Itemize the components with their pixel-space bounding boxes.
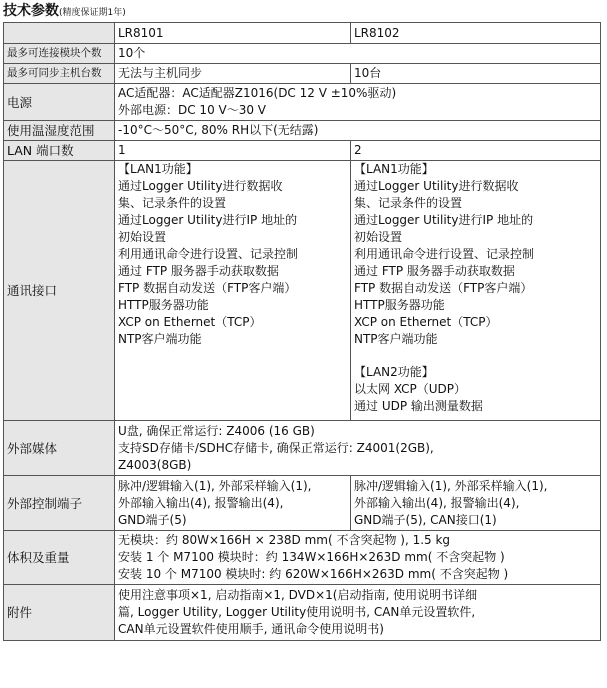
comm-line: 利用通讯命令进行设置、记录控制 bbox=[118, 247, 299, 261]
table-row bbox=[4, 84, 601, 121]
control-line: 外部输入输出(4), 报警输出(4), bbox=[118, 495, 284, 510]
row-value bbox=[115, 84, 601, 121]
section-title bbox=[3, 0, 603, 22]
comm-line: 集、记录条件的设置 bbox=[354, 196, 463, 210]
comm-lr8102 bbox=[351, 161, 601, 421]
power-line: 外部电源：DC 10 V～30 V bbox=[118, 103, 267, 117]
row-label: 外部媒体 bbox=[4, 421, 115, 476]
comm-line: 初始设置 bbox=[354, 230, 403, 244]
row-label: 电源 bbox=[4, 84, 115, 121]
row-label: 外部控制端子 bbox=[4, 476, 115, 531]
table-row bbox=[4, 161, 601, 421]
comm-line: 通过 UDP 输出测量数据 bbox=[354, 399, 483, 413]
comm-line: XCP on Ethernet（TCP） bbox=[354, 315, 498, 329]
row-label: LAN 端口数 bbox=[4, 141, 115, 161]
spec-sheet bbox=[3, 0, 603, 641]
comm-spacer bbox=[354, 348, 600, 364]
media-line: U盘, 确保正常运行: Z4006 (16 GB) bbox=[118, 423, 315, 438]
size-line: 安装 10 个 M7100 模块时: 约 620W×166H×263D mm( 不含突起物 ) bbox=[118, 567, 509, 581]
media-line: 支持SD存储卡/SDHC存储卡, 确保正常运行: Z4001(2GB), bbox=[118, 440, 434, 455]
row-value bbox=[115, 585, 601, 641]
power-line: AC适配器：AC适配器Z1016(DC 12 V ±10%驱动) bbox=[118, 86, 397, 100]
accessory-line: CAN单元设置软件使用顺手, 通讯命令使用说明书) bbox=[118, 622, 384, 636]
comm-line: NTP客户端功能 bbox=[354, 332, 438, 346]
comm-line: 通过Logger Utility进行数据收 bbox=[354, 179, 519, 193]
media-line: Z4003(8GB) bbox=[118, 457, 192, 472]
control-line: GND端子(5) bbox=[118, 512, 187, 527]
accessory-line: 篇, Logger Utility, Logger Utility使用说明书, CAN单元设置软件, bbox=[118, 605, 476, 619]
row-label: 使用温湿度范围 bbox=[4, 121, 115, 141]
comm-line: 通过Logger Utility进行IP 地址的 bbox=[118, 213, 298, 227]
control-line: 外部输入输出(4), 报警输出(4), bbox=[354, 495, 520, 510]
table-row bbox=[4, 121, 601, 141]
title-note: (精度保证期1年) bbox=[59, 8, 126, 18]
row-value-lr8102: 2 bbox=[351, 141, 601, 161]
control-line: 脉冲/逻辑输入(1), 外部采样输入(1), bbox=[118, 478, 312, 493]
size-line: 安装 1 个 M7100 模块时：约 134W×166H×263D mm( 不含突起物 ) bbox=[118, 550, 505, 564]
table-row bbox=[4, 44, 601, 64]
row-label: 附件 bbox=[4, 585, 115, 641]
row-value-lr8101: 无法与主机同步 bbox=[115, 64, 351, 84]
model-lr8102: LR8102 bbox=[351, 23, 601, 44]
row-value-lr8101: 1 bbox=[115, 141, 351, 161]
control-lr8101 bbox=[115, 476, 351, 531]
header-blank bbox=[4, 23, 115, 44]
comm-line: 集、记录条件的设置 bbox=[118, 196, 227, 210]
table-row bbox=[4, 531, 601, 585]
spec-table bbox=[3, 22, 601, 641]
comm-line: HTTP服务器功能 bbox=[354, 298, 445, 312]
row-label: 最多可同步主机台数 bbox=[4, 64, 115, 84]
row-value bbox=[115, 531, 601, 585]
comm-line: 以太网 XCP（UDP） bbox=[354, 382, 467, 396]
control-line: GND端子(5), CAN接口(1) bbox=[354, 512, 497, 527]
comm-line: 【LAN1功能】 bbox=[354, 162, 434, 176]
comm-line: 【LAN2功能】 bbox=[354, 365, 434, 379]
row-value-lr8102: 10台 bbox=[351, 64, 601, 84]
size-line: 无模块：约 80W×166H × 238D mm( 不含突起物 ), 1.5 kg bbox=[118, 533, 451, 547]
comm-line: 【LAN1功能】 bbox=[118, 162, 198, 176]
table-row bbox=[4, 64, 601, 84]
table-row bbox=[4, 476, 601, 531]
row-label: 体积及重量 bbox=[4, 531, 115, 585]
row-value: 10个 bbox=[115, 44, 601, 64]
table-row-models bbox=[4, 23, 601, 44]
control-line: 脉冲/逻辑输入(1), 外部采样输入(1), bbox=[354, 478, 548, 493]
title-main: 技术参数 bbox=[3, 3, 59, 19]
comm-line: HTTP服务器功能 bbox=[118, 298, 209, 312]
row-label: 最多可连接模块个数 bbox=[4, 44, 115, 64]
comm-line: NTP客户端功能 bbox=[118, 332, 202, 346]
row-label: 通讯接口 bbox=[4, 161, 115, 421]
row-value: -10°C～50°C, 80% RH以下(无结露) bbox=[115, 121, 601, 141]
table-row bbox=[4, 585, 601, 641]
accessory-line: 使用注意事项×1, 启动指南×1, DVD×1(启动指南, 使用说明书详细 bbox=[118, 588, 478, 602]
comm-line: XCP on Ethernet（TCP） bbox=[118, 315, 262, 329]
comm-line: 通过Logger Utility进行IP 地址的 bbox=[354, 213, 534, 227]
comm-line: FTP 数据自动发送（FTP客户端） bbox=[354, 281, 533, 295]
comm-line: 利用通讯命令进行设置、记录控制 bbox=[354, 247, 535, 261]
row-value bbox=[115, 421, 601, 476]
comm-line: 初始设置 bbox=[118, 230, 167, 244]
comm-lr8101 bbox=[115, 161, 351, 421]
comm-line: 通过Logger Utility进行数据收 bbox=[118, 179, 283, 193]
model-lr8101: LR8101 bbox=[115, 23, 351, 44]
table-row bbox=[4, 141, 601, 161]
comm-line: FTP 数据自动发送（FTP客户端） bbox=[118, 281, 297, 295]
comm-line: 通过 FTP 服务器手动获取数据 bbox=[354, 264, 515, 278]
comm-line: 通过 FTP 服务器手动获取数据 bbox=[118, 264, 279, 278]
table-row bbox=[4, 421, 601, 476]
control-lr8102 bbox=[351, 476, 601, 531]
